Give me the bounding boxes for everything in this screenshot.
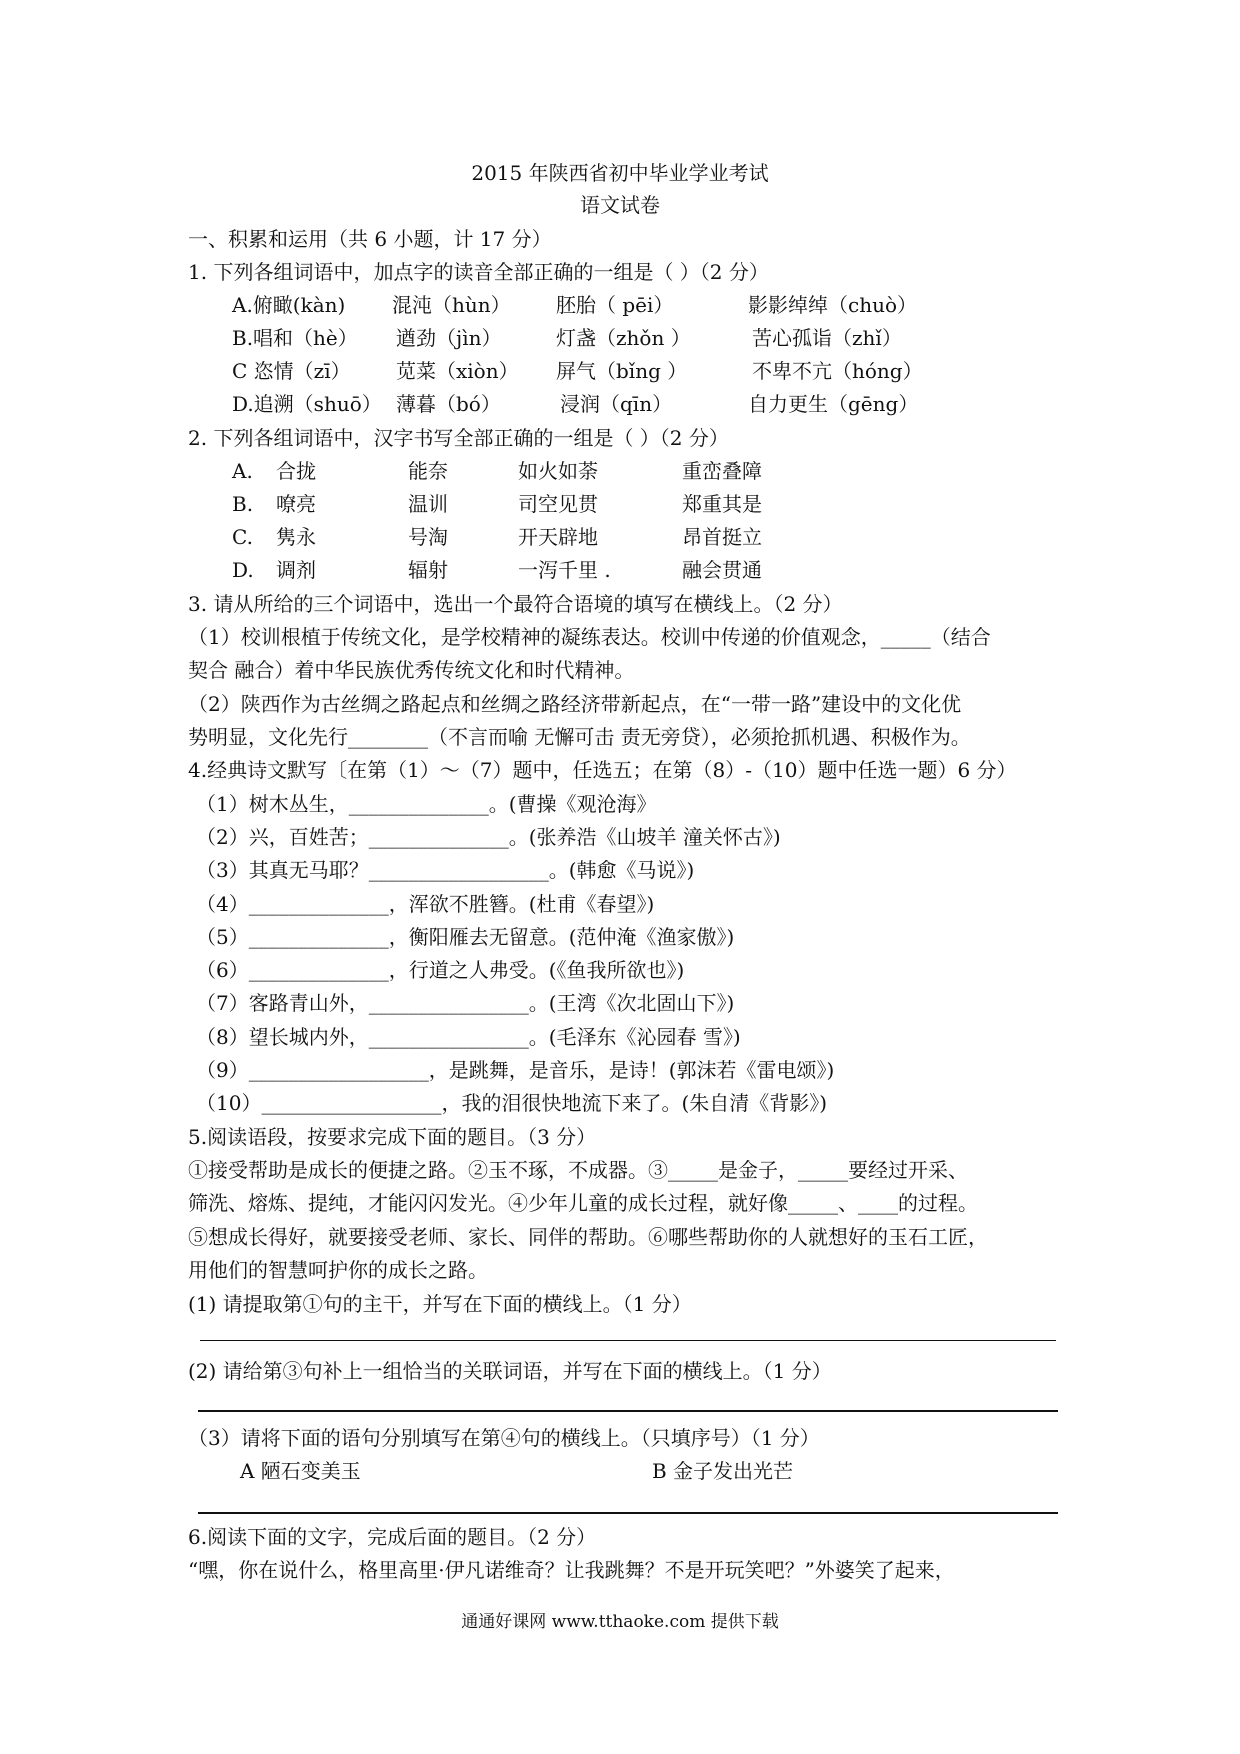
q2-cell: 一泻千里 . xyxy=(518,558,611,582)
q1-cell: 混沌（hùn） xyxy=(392,293,511,317)
q1-cell: 胚胎（ pēi） xyxy=(556,293,674,317)
q2-cell: 温训 xyxy=(408,492,448,516)
q1-cell: 苋菜（xiòn） xyxy=(396,359,519,383)
q3-part2-line2: 势明显，文化先行________（不言而喻 无懈可击 责无旁贷），必须抢抓机遇、积极作为。 xyxy=(188,725,971,749)
q2-cell: 开天辟地 xyxy=(518,525,598,549)
q2-cell: 司空见贯 xyxy=(518,492,598,516)
q2-label: D. xyxy=(232,558,254,582)
q6-passage-line: “嘿，你在说什么，格里高里·伊凡诺维奇？让我跳舞？不是开玩笑吧？”外婆笑了起来， xyxy=(188,1558,955,1582)
q2-label: A. xyxy=(232,459,253,483)
q5-paragraph-line: 用他们的智慧呵护你的成长之路。 xyxy=(188,1258,488,1282)
q1-cell: 自力更生（gēng） xyxy=(748,392,919,416)
q1-cell: 屏气（bǐng ） xyxy=(556,359,688,383)
answer-line[interactable] xyxy=(200,1340,1056,1341)
q5-paragraph-line: ①接受帮助是成长的便捷之路。②玉不琢，不成器。③_____是金子，_____要经过开采、 xyxy=(188,1158,968,1182)
q6-stem: 6.阅读下面的文字，完成后面的题目。（2 分） xyxy=(188,1525,597,1549)
q2-stem: 2. 下列各组词语中，汉字书写全部正确的一组是（ ）（2 分） xyxy=(188,426,729,450)
q5-sub2: (2) 请给第③句补上一组恰当的关联词语，并写在下面的横线上。（1 分） xyxy=(188,1359,832,1383)
q5-option-a: A 陋石变美玉 xyxy=(240,1459,361,1483)
q1-cell: 苦心孤诣（zhǐ） xyxy=(752,326,902,350)
q5-sub3: （3）请将下面的语句分别填写在第④句的横线上。（只填序号）（1 分） xyxy=(188,1426,820,1450)
q1-stem: 1. 下列各组词语中，加点字的读音全部正确的一组是（ ）（2 分） xyxy=(188,260,769,284)
q2-cell: 能奈 xyxy=(408,459,448,483)
answer-line[interactable] xyxy=(198,1512,1058,1514)
q4-item: （9）__________________，是跳舞，是音乐，是诗！(郭沫若《雷电颂》) xyxy=(196,1058,835,1082)
q1-cell: B.唱和（hè） xyxy=(232,326,358,350)
q1-cell: 影影绰绰（chuò） xyxy=(748,293,918,317)
q1-cell: D.追溯（shuō） xyxy=(232,392,382,416)
q5-sub1: (1) 请提取第①句的主干，并写在下面的横线上。（1 分） xyxy=(188,1292,692,1316)
q2-cell: 调剂 xyxy=(276,558,316,582)
exam-subtitle: 语文试卷 xyxy=(580,193,660,217)
q3-stem: 3. 请从所给的三个词语中，选出一个最符合语境的填写在横线上。（2 分） xyxy=(188,592,843,616)
q2-cell: 嘹亮 xyxy=(276,492,316,516)
q4-item: （7）客路青山外，________________。(王湾《次北固山下》) xyxy=(196,991,735,1015)
q2-label: B. xyxy=(232,492,254,516)
q2-cell: 郑重其是 xyxy=(682,492,762,516)
q2-cell: 辐射 xyxy=(408,558,448,582)
q2-cell: 隽永 xyxy=(276,525,316,549)
q4-item: （3）其真无马耶？__________________。(韩愈《马说》) xyxy=(196,858,695,882)
q2-cell: 昂首挺立 xyxy=(682,525,762,549)
section-heading: 一、积累和运用（共 6 小题，计 17 分） xyxy=(188,227,552,251)
exam-title: 2015 年陕西省初中毕业学业考试 xyxy=(471,161,769,185)
q4-item: （6）______________，行道之人弗受。(《鱼我所欲也》) xyxy=(196,958,685,982)
q3-part1-line2: 契合 融合）着中华民族优秀传统文化和时代精神。 xyxy=(188,658,635,682)
page-footer: 通通好课网 www.tthaoke.com 提供下载 xyxy=(461,1612,779,1632)
q1-cell: 灯盏（zhǒn ） xyxy=(556,326,691,350)
q1-cell: A.俯瞰(kàn) xyxy=(232,293,346,317)
q1-cell: 薄暮（bó） xyxy=(396,392,501,416)
q1-cell: 不卑不亢（hóng） xyxy=(752,359,923,383)
q5-paragraph-line: ⑤想成长得好，就要接受老师、家长、同伴的帮助。⑥哪些帮助你的人就想好的玉石工匠， xyxy=(188,1225,988,1249)
q2-label: C. xyxy=(232,525,253,549)
q2-cell: 合拢 xyxy=(276,459,316,483)
q2-cell: 融会贯通 xyxy=(682,558,762,582)
q4-item: （8）望长城内外，________________。(毛泽东《沁园春 雪》) xyxy=(196,1025,741,1049)
q2-cell: 重峦叠障 xyxy=(682,459,762,483)
q5-paragraph-line: 筛洗、熔炼、提纯，才能闪闪发光。④少年儿童的成长过程，就好像_____、____的过程。 xyxy=(188,1191,978,1215)
q5-option-b: B 金子发出光芒 xyxy=(652,1459,794,1483)
q1-cell: 遒劲（jìn） xyxy=(396,326,502,350)
q4-stem: 4.经典诗文默写〔在第（1）～（7）题中，任选五；在第（8）-（10）题中任选一题）6 分） xyxy=(188,758,1017,782)
q4-item: （2）兴，百姓苦；______________。(张养浩《山坡羊 潼关怀古》) xyxy=(196,825,781,849)
answer-line[interactable] xyxy=(198,1410,1058,1412)
q3-part1-line1: （1）校训根植于传统文化，是学校精神的凝练表达。校训中传递的价值观念，_____（结合 xyxy=(188,625,991,649)
q3-part2-line1: （2）陕西作为古丝绸之路起点和丝绸之路经济带新起点，在“一带一路”建设中的文化优 xyxy=(188,692,962,716)
q2-cell: 如火如荼 xyxy=(518,459,598,483)
q1-cell: 浸润（qīn） xyxy=(560,392,673,416)
q4-item: （1）树木丛生，______________。(曹操《观沧海》 xyxy=(196,792,657,816)
q4-item: （4）______________，浑欲不胜簪。(杜甫《春望》) xyxy=(196,892,655,916)
q2-cell: 号淘 xyxy=(408,525,448,549)
q5-stem: 5.阅读语段，按要求完成下面的题目。（3 分） xyxy=(188,1125,597,1149)
q4-item: （10）__________________，我的泪很快地流下来了。(朱自清《背影》) xyxy=(196,1091,828,1115)
q4-item: （5）______________，衡阳雁去无留意。(范仲淹《渔家傲》) xyxy=(196,925,735,949)
q1-cell: C 恣情（zī） xyxy=(232,359,351,383)
